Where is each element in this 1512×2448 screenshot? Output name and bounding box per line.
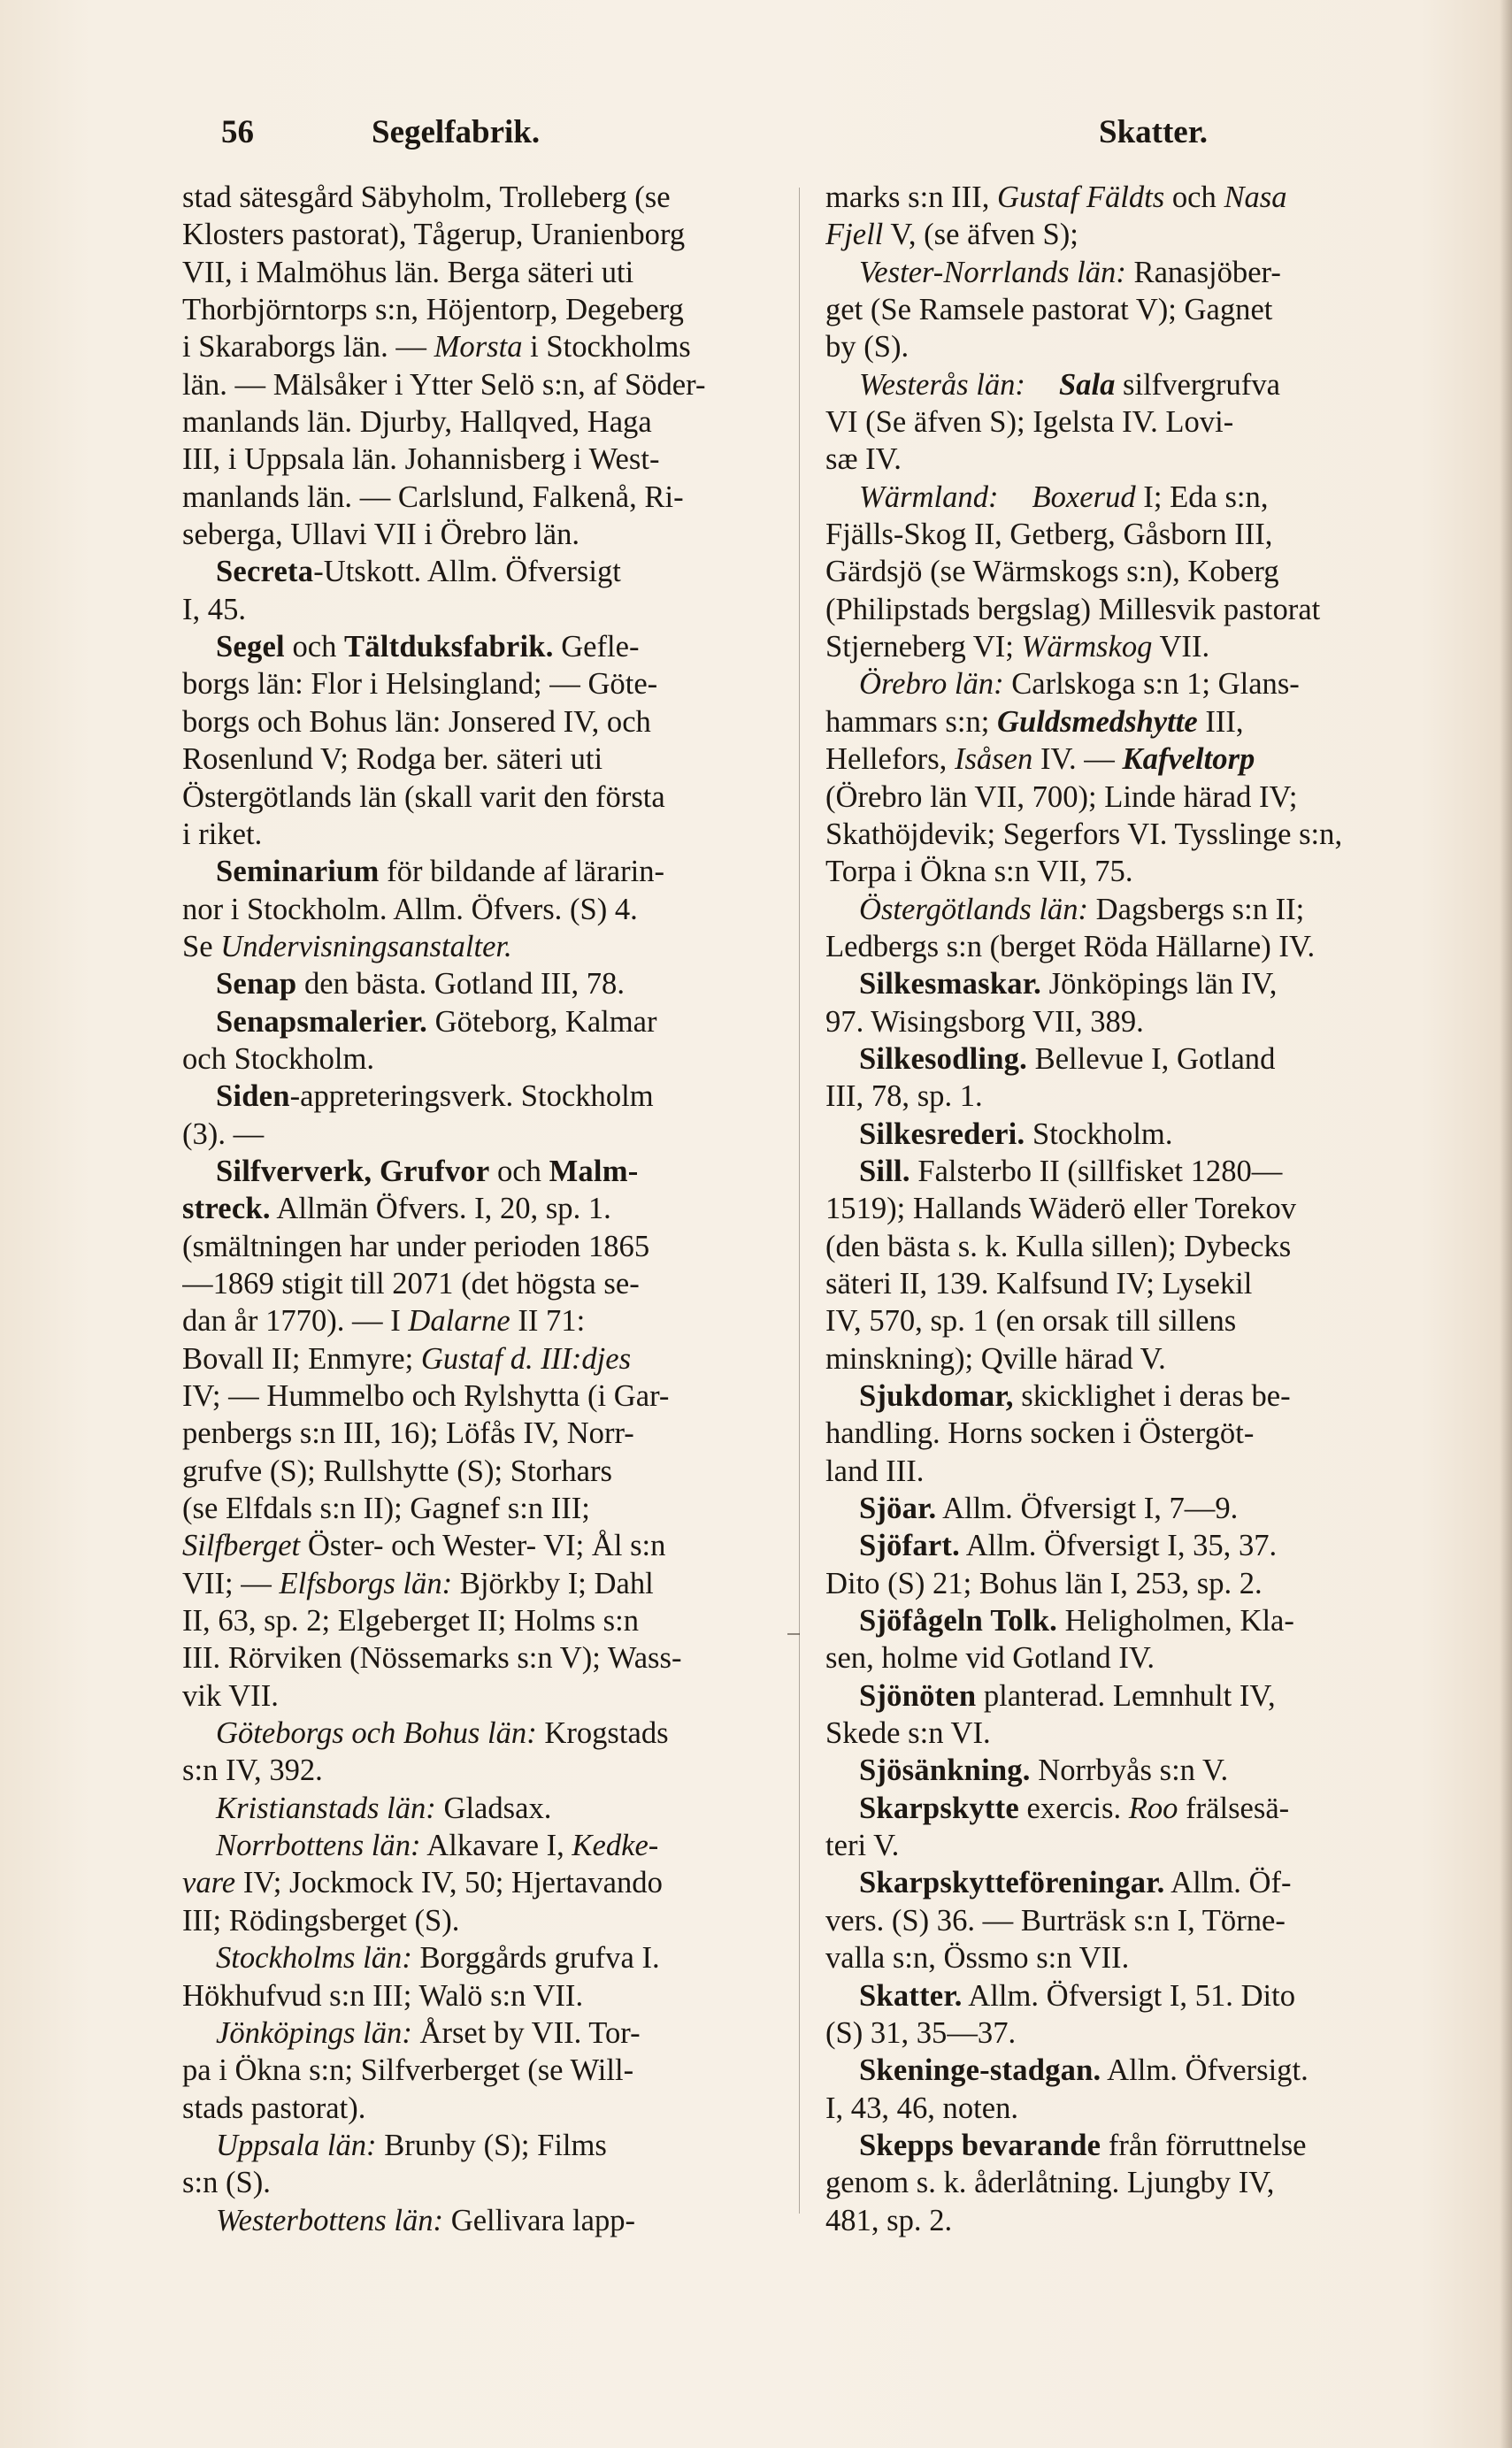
text-run: Allm. Öfversigt I, 51. Dito xyxy=(962,1978,1296,2013)
text-line xyxy=(825,1415,1471,1452)
text-line xyxy=(182,2052,777,2089)
text-run: get (Se Ramsele pastorat V); Gagnet xyxy=(825,293,1273,327)
text-line xyxy=(825,2127,1471,2164)
text-line xyxy=(825,1677,1471,1715)
text-line xyxy=(825,1040,1471,1078)
italic-text: Stockholms län: xyxy=(216,1941,412,1976)
italic-text: Westerås län: xyxy=(859,367,1025,402)
text-line xyxy=(825,891,1471,928)
entry-heading: Skeninge-stadgan. xyxy=(859,2053,1101,2088)
text-run: IV, 570, sp. 1 (en orsak till sillens xyxy=(825,1304,1237,1339)
text-line xyxy=(182,1228,777,1265)
text-run: Allm. Öf- xyxy=(1164,1866,1292,1900)
text-line xyxy=(182,1939,777,1976)
text-run: för bildande af lärarin- xyxy=(379,855,665,889)
italic-text: Örebro län: xyxy=(859,667,1004,702)
italic-text: Gustaf d. III:djes xyxy=(420,1341,632,1376)
text-run: 481, sp. 2. xyxy=(825,2203,953,2237)
text-line xyxy=(825,1939,1471,1976)
text-run: Göteborg, Kalmar xyxy=(426,1004,657,1039)
text-line xyxy=(182,516,777,553)
entry-heading: Skepps bevarande xyxy=(859,2128,1101,2162)
italic-text: Fjell xyxy=(825,218,884,252)
text-line xyxy=(182,1340,777,1377)
text-line xyxy=(182,1639,777,1677)
italic-text: Wärmskog xyxy=(1021,630,1153,664)
italic-text: Uppsala län: xyxy=(216,2128,377,2162)
italic-text: Elfsborgs län: xyxy=(279,1566,453,1600)
text-run: III, 78, sp. 1. xyxy=(825,1079,983,1114)
text-line xyxy=(182,2090,777,2127)
text-run: by (S). xyxy=(825,330,910,365)
text-run: Jönköpings län IV, xyxy=(1040,967,1278,1001)
text-run: 1519); Hallands Wäderö eller Torekov xyxy=(825,1192,1297,1226)
text-run: Klosters pastorat), Tågerup, Uranienborg xyxy=(182,218,686,252)
text-line xyxy=(825,479,1471,516)
text-run: Bovall II; Enmyre; xyxy=(182,1341,421,1376)
text-line xyxy=(182,703,777,741)
text-run: —1869 stigit till 2071 (det högsta se- xyxy=(182,1266,640,1301)
text-line xyxy=(825,1827,1471,1864)
running-header xyxy=(0,113,1512,166)
text-run: (3). — xyxy=(182,1117,265,1151)
text-line xyxy=(182,1902,777,1939)
text-run: pa i Ökna s:n; Silfverberget (se Will- xyxy=(182,2053,634,2088)
text-run: III, xyxy=(1197,704,1244,739)
italic-text: Kedke- xyxy=(572,1829,659,1863)
text-line xyxy=(182,254,777,291)
entry-heading: Sjösänkning. xyxy=(859,1754,1031,1788)
text-line xyxy=(182,441,777,478)
entry-heading: Silfververk, Grufvor xyxy=(216,1154,490,1188)
text-line xyxy=(825,665,1471,702)
italic-text: Gustaf Fäldts xyxy=(996,180,1165,214)
text-line xyxy=(182,1790,777,1827)
text-run: Skede s:n VI. xyxy=(825,1716,991,1751)
text-line xyxy=(825,779,1471,816)
text-line xyxy=(182,479,777,516)
text-run: säteri II, 139. Kalfsund IV; Lysekil xyxy=(825,1266,1253,1301)
text-run: Allm. Öfversigt I, 35, 37. xyxy=(959,1529,1278,1563)
text-run: VI (Se äfven S); Igelsta IV. Lovi- xyxy=(825,405,1234,440)
text-line xyxy=(825,328,1471,365)
text-line xyxy=(182,628,777,665)
text-run: Ranasjöber- xyxy=(1125,255,1281,289)
text-line xyxy=(182,928,777,965)
entry-heading: Segel xyxy=(216,630,285,664)
entry-heading: Seminarium xyxy=(216,855,380,889)
text-line xyxy=(825,1116,1471,1153)
italic-text: Kristianstads län: xyxy=(216,1791,436,1825)
text-run: och xyxy=(284,630,345,664)
text-line xyxy=(182,816,777,853)
text-run: län. — Mälsåker i Ytter Selö s:n, af Söder- xyxy=(182,367,706,402)
text-line xyxy=(825,216,1471,253)
text-line xyxy=(825,928,1471,965)
text-run: Carlskoga s:n 1; Glans- xyxy=(1003,667,1300,702)
entry-heading: Malm- xyxy=(549,1154,639,1188)
text-run: IV; — Hummelbo och Rylshytta (i Gar- xyxy=(182,1379,670,1413)
text-run: stad sätesgård Säbyholm, Trolleberg (se xyxy=(182,180,671,214)
text-line xyxy=(182,1078,777,1115)
italic-text: Silfberget xyxy=(182,1529,301,1563)
text-run: (S) 31, 35—37. xyxy=(825,2015,1017,2050)
text-line xyxy=(825,1377,1471,1415)
italic-text: Wärmland: xyxy=(859,480,999,514)
text-line xyxy=(825,553,1471,590)
text-run: Hökhufvud s:n III; Walö s:n VII. xyxy=(182,1978,584,2013)
text-run: vik VII. xyxy=(182,1678,279,1713)
entry-heading: Silkesmaskar. xyxy=(859,967,1041,1001)
text-run: Skathöjdevik; Segerfors VI. Tysslinge s:n, xyxy=(825,817,1343,851)
text-run: Torpa i Ökna s:n VII, 75. xyxy=(825,855,1133,889)
text-run: Hellefors, xyxy=(825,742,955,777)
text-run: exercis. xyxy=(1018,1791,1129,1825)
text-line xyxy=(825,628,1471,665)
italic-text: Göteborgs och Bohus län: xyxy=(216,1716,537,1751)
italic-text: Boxerud xyxy=(1032,480,1136,514)
entry-heading: Sjöar. xyxy=(859,1492,937,1526)
text-run: planterad. Lemnhult IV, xyxy=(976,1678,1276,1713)
text-run: VII. xyxy=(1152,630,1210,664)
text-run: III. Rörviken (Nössemarks s:n V); Wass- xyxy=(182,1641,682,1676)
text-line xyxy=(825,2164,1471,2201)
text-line xyxy=(182,1116,777,1153)
text-line xyxy=(182,1602,777,1639)
italic-text: Kafveltorp xyxy=(1122,742,1255,777)
column-divider xyxy=(799,188,800,2214)
text-run: (den bästa s. k. Kulla sillen); Dybecks xyxy=(825,1229,1292,1263)
text-line xyxy=(182,291,777,328)
page-edge-shadow xyxy=(1500,0,1512,2448)
divider-tick-mark xyxy=(787,1633,800,1635)
left-text-column xyxy=(182,179,777,2239)
text-line xyxy=(182,1377,777,1415)
text-line xyxy=(182,1677,777,1715)
text-line xyxy=(182,366,777,403)
text-line xyxy=(825,1977,1471,2014)
text-run: I, 45. xyxy=(182,592,247,626)
text-line xyxy=(182,965,777,1002)
text-run: Thorbjörntorps s:n, Höjentorp, Degeberg xyxy=(182,293,684,327)
italic-text: Norrbottens län: xyxy=(216,1829,421,1863)
text-run: skicklighet i deras be- xyxy=(1013,1379,1291,1413)
text-line xyxy=(182,1827,777,1864)
text-run: grufve (S); Rullshytte (S); Storhars xyxy=(182,1454,612,1488)
italic-text: Morsta xyxy=(434,330,523,365)
entry-heading: Sjöfart. xyxy=(859,1529,960,1563)
text-run: teri V. xyxy=(825,1829,900,1863)
italic-text: Nasa xyxy=(1224,180,1287,214)
text-line xyxy=(182,2164,777,2201)
text-run: IV; Jockmock IV, 50; Hjertavando xyxy=(235,1866,663,1900)
text-run: Krogstads xyxy=(536,1716,669,1751)
text-run: (Philipstads bergslag) Millesvik pastorat xyxy=(825,592,1321,626)
text-run: Falsterbo II (sillfisket 1280— xyxy=(910,1154,1283,1188)
text-run: Stockholm. xyxy=(1025,1117,1173,1151)
text-line xyxy=(825,1527,1471,1564)
text-run: (Örebro län VII, 700); Linde härad IV; xyxy=(825,779,1298,814)
text-line xyxy=(825,1228,1471,1265)
text-line xyxy=(825,1565,1471,1602)
text-run: penbergs s:n III, 16); Löfås IV, Norr- xyxy=(182,1416,634,1451)
italic-text: Isåsen xyxy=(954,742,1033,777)
text-line xyxy=(182,1302,777,1339)
text-run: vers. (S) 36. — Burträsk s:n I, Törne- xyxy=(825,1903,1286,1938)
text-line xyxy=(182,328,777,365)
text-run: Allmän Öfvers. I, 20, sp. 1. xyxy=(270,1192,611,1226)
text-run: Borggårds grufva I. xyxy=(411,1941,660,1976)
text-line xyxy=(182,1453,777,1490)
text-run: i Stockholms xyxy=(522,330,691,365)
text-run: (smältningen har under perioden 1865 xyxy=(182,1229,650,1263)
italic-text: Vester-Norrlands län: xyxy=(859,255,1126,289)
text-run: II, 63, sp. 2; Elgeberget II; Holms s:n xyxy=(182,1604,640,1638)
text-run: 97. Wisingsborg VII, 389. xyxy=(825,1004,1144,1039)
text-run: handling. Horns socken i Östergöt- xyxy=(825,1416,1255,1451)
text-run: II 71: xyxy=(510,1304,586,1339)
text-run: land III. xyxy=(825,1454,925,1488)
right-running-heading: Skatter. xyxy=(1099,114,1208,150)
text-line xyxy=(825,853,1471,890)
text-run: Heligholmen, Kla- xyxy=(1057,1604,1294,1638)
text-line xyxy=(825,254,1471,291)
text-run: sæ IV. xyxy=(825,442,902,477)
text-line xyxy=(825,403,1471,441)
entry-heading: Senap xyxy=(216,967,297,1001)
text-line xyxy=(825,1078,1471,1115)
italic-text: Westerbottens län: xyxy=(216,2203,444,2237)
text-run: V, (se äfven S); xyxy=(883,218,1078,252)
text-line xyxy=(182,1715,777,1752)
text-run: borgs och Bohus län: Jonsered IV, och xyxy=(182,704,651,739)
text-line xyxy=(825,816,1471,853)
text-run: -Utskott. Allm. Öfversigt xyxy=(313,555,621,589)
text-line xyxy=(825,1602,1471,1639)
text-run: marks s:n III, xyxy=(825,180,997,214)
text-run: i riket. xyxy=(182,817,263,851)
text-line xyxy=(182,779,777,816)
text-run: (se Elfdals s:n II); Gagnef s:n III; xyxy=(182,1492,590,1526)
text-line xyxy=(182,553,777,590)
text-run: sen, holme vid Gotland IV. xyxy=(825,1641,1155,1676)
text-line xyxy=(182,1977,777,2014)
text-line xyxy=(825,1265,1471,1302)
text-run: VII, i Malmöhus län. Berga säteri uti xyxy=(182,255,634,289)
text-line xyxy=(182,1490,777,1527)
text-run: genom s. k. åderlåtning. Ljungby IV, xyxy=(825,2166,1275,2200)
text-run: stads pastorat). xyxy=(182,2091,366,2125)
text-run: IV. — xyxy=(1032,742,1123,777)
text-run: nor i Stockholm. Allm. Öfvers. (S) 4. xyxy=(182,892,638,926)
text-line xyxy=(825,1453,1471,1490)
text-line xyxy=(182,1003,777,1040)
text-line xyxy=(182,665,777,702)
text-line xyxy=(182,1565,777,1602)
text-run: Gellivara lapp- xyxy=(443,2203,636,2237)
italic-text: Dalarne xyxy=(408,1304,510,1339)
text-line xyxy=(825,1752,1471,1789)
text-line xyxy=(825,1190,1471,1227)
text-line xyxy=(825,591,1471,628)
text-line xyxy=(825,1340,1471,1377)
text-run: den bästa. Gotland III, 78. xyxy=(296,967,625,1001)
text-line xyxy=(825,1003,1471,1040)
right-text-column xyxy=(825,179,1471,2239)
italic-text: Undervisningsanstalter. xyxy=(220,929,512,963)
text-run: silfvergrufva xyxy=(1115,367,1280,402)
text-line xyxy=(825,2202,1471,2239)
text-run: frälsesä- xyxy=(1178,1791,1290,1825)
entry-heading: Skatter. xyxy=(859,1978,963,2013)
text-line xyxy=(825,1902,1471,1939)
text-run: och xyxy=(1164,180,1224,214)
text-line xyxy=(825,1864,1471,1901)
text-line xyxy=(182,1864,777,1901)
text-run: Gladsax. xyxy=(435,1791,552,1825)
text-line xyxy=(182,216,777,253)
text-run: dan år 1770). — I xyxy=(182,1304,409,1339)
text-run: VII; — xyxy=(182,1566,280,1600)
entry-heading: Sill. xyxy=(859,1154,910,1188)
text-run: Se xyxy=(182,929,221,963)
text-run: Gefle- xyxy=(553,630,640,664)
text-line xyxy=(182,591,777,628)
entry-heading: Tältduksfabrik. xyxy=(344,630,554,664)
text-run: i Skaraborgs län. — xyxy=(182,330,434,365)
text-line xyxy=(825,366,1471,403)
entry-heading: streck. xyxy=(182,1192,271,1226)
page-number: 56 xyxy=(221,114,254,150)
text-run: Brunby (S); Films xyxy=(376,2128,607,2162)
text-line xyxy=(182,1527,777,1564)
text-run: Allm. Öfversigt I, 7—9. xyxy=(936,1492,1239,1526)
text-run: Allm. Öfversigt. xyxy=(1101,2053,1309,2088)
text-line xyxy=(825,1715,1471,1752)
text-line xyxy=(825,1790,1471,1827)
italic-text: Roo xyxy=(1128,1791,1178,1825)
text-line xyxy=(825,2090,1471,2127)
text-line xyxy=(825,2052,1471,2089)
text-run: s:n IV, 392. xyxy=(182,1754,323,1788)
text-line xyxy=(182,179,777,216)
text-run: Dagsbergs s:n II; xyxy=(1088,892,1305,926)
text-run: s:n (S). xyxy=(182,2166,271,2200)
text-line xyxy=(825,1639,1471,1677)
entry-heading: Skarpskytteföreningar. xyxy=(859,1866,1165,1900)
text-line xyxy=(825,291,1471,328)
text-line xyxy=(182,1415,777,1452)
italic-text: Sala xyxy=(1058,367,1116,402)
text-run: Stjerneberg VI; xyxy=(825,630,1022,664)
text-run: seberga, Ullavi VII i Örebro län. xyxy=(182,518,580,552)
text-line xyxy=(825,1302,1471,1339)
text-run: I; Eda s:n, xyxy=(1135,480,1269,514)
entry-heading: Sjönöten xyxy=(859,1678,977,1713)
text-line xyxy=(825,179,1471,216)
text-line xyxy=(825,2014,1471,2052)
text-line xyxy=(825,441,1471,478)
text-line xyxy=(825,1153,1471,1190)
italic-text: Östergötlands län: xyxy=(859,892,1089,926)
text-line xyxy=(182,2014,777,2052)
entry-heading: Sjöfågeln Tolk. xyxy=(859,1604,1057,1638)
text-line xyxy=(182,2127,777,2164)
text-run: minskning); Qville härad V. xyxy=(825,1341,1166,1376)
text-run: III, i Uppsala län. Johannisberg i West- xyxy=(182,442,660,477)
text-line xyxy=(825,703,1471,741)
text-run: och Stockholm. xyxy=(182,1041,375,1076)
text-run: valla s:n, Össmo s:n VII. xyxy=(825,1941,1130,1976)
text-run: hammars s:n; xyxy=(825,704,997,739)
text-line xyxy=(182,741,777,778)
entry-heading: Senapsmalerier. xyxy=(216,1004,427,1039)
italic-text: Jönköpings län: xyxy=(216,2015,412,2050)
text-run: manlands län. — Carlslund, Falkenå, Ri- xyxy=(182,480,684,514)
text-line xyxy=(182,1265,777,1302)
text-run: borgs län: Flor i Helsingland; — Göte- xyxy=(182,667,658,702)
text-run: Norrbyås s:n V. xyxy=(1030,1754,1229,1788)
italic-text: vare xyxy=(182,1866,236,1900)
text-line xyxy=(182,403,777,441)
text-run: Dito (S) 21; Bohus län I, 253, sp. 2. xyxy=(825,1566,1263,1600)
text-run: och xyxy=(489,1154,549,1188)
text-run: manlands län. Djurby, Hallqved, Haga xyxy=(182,405,652,440)
text-line xyxy=(182,1040,777,1078)
text-line xyxy=(182,1190,777,1227)
text-run: Bellevue I, Gotland xyxy=(1026,1041,1276,1076)
text-line xyxy=(825,1490,1471,1527)
text-run: Årset by VII. Tor- xyxy=(411,2015,641,2050)
text-run: Ledbergs s:n (berget Röda Hällarne) IV. xyxy=(825,929,1316,963)
text-line xyxy=(182,853,777,890)
italic-text: Guldsmedshytte xyxy=(997,704,1198,739)
entry-heading: Silkesodling. xyxy=(859,1041,1027,1076)
text-line xyxy=(182,891,777,928)
text-run: III; Rödingsberget (S). xyxy=(182,1903,460,1938)
text-line xyxy=(825,741,1471,778)
text-run: Alkavare I, xyxy=(420,1829,572,1863)
text-run: Öster- och Wester- VI; Ål s:n xyxy=(300,1529,666,1563)
text-line xyxy=(182,1153,777,1190)
entry-heading: Silkesrederi. xyxy=(859,1117,1025,1151)
text-run: Rosenlund V; Rodga ber. säteri uti xyxy=(182,742,603,777)
text-line xyxy=(182,1752,777,1789)
text-line xyxy=(825,965,1471,1002)
text-run: -appreteringsverk. Stockholm xyxy=(289,1079,654,1114)
text-run: Gärdsjö (se Wärmskogs s:n), Koberg xyxy=(825,555,1279,589)
text-line xyxy=(182,2202,777,2239)
text-run: I, 43, 46, noten. xyxy=(825,2091,1019,2125)
entry-heading: Sjukdomar, xyxy=(859,1379,1014,1413)
text-run: Fjälls-Skog II, Getberg, Gåsborn III, xyxy=(825,518,1273,552)
text-line xyxy=(825,516,1471,553)
entry-heading: Secreta xyxy=(216,555,314,589)
text-run: Björkby I; Dahl xyxy=(452,1566,654,1600)
text-run: Östergötlands län (skall varit den första xyxy=(182,779,665,814)
entry-heading: Siden xyxy=(216,1079,290,1114)
left-running-heading: Segelfabrik. xyxy=(372,114,541,150)
text-run: från förruttnelse xyxy=(1101,2128,1307,2162)
entry-heading: Skarpskytte xyxy=(859,1791,1019,1825)
